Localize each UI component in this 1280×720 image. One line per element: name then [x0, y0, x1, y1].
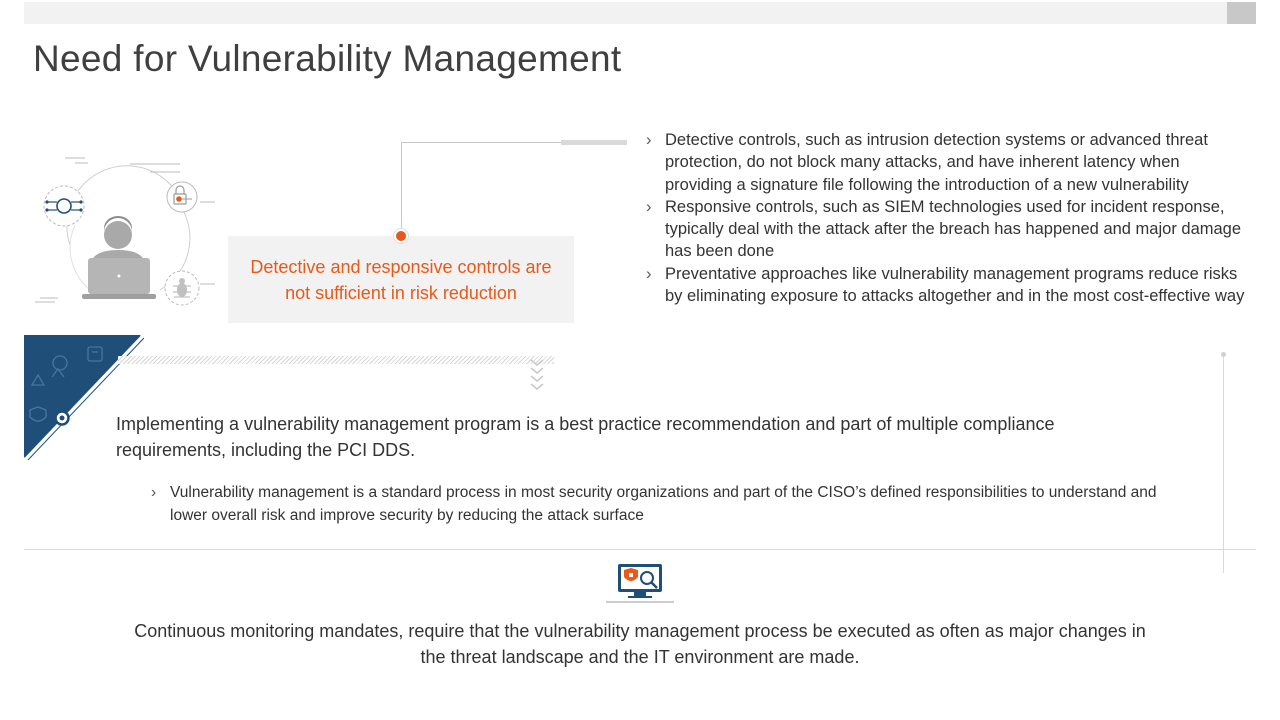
- vertical-guide-dot: [1221, 352, 1226, 357]
- chevron-right-icon: ›: [151, 484, 157, 501]
- vertical-guide-line: [1223, 355, 1224, 573]
- top-bar: [24, 2, 1256, 24]
- sub-bullet-item: [151, 481, 1170, 527]
- compliance-statement: Implementing a vulnerability management program is a best practice recommendation and part of multiple compliance requirements, including the PCI DDS.: [116, 414, 1055, 460]
- sub-bullet-text: Vulnerability management is a standard process in most security organizations and part of the CISO’s defined responsibilities to understand and lower overall risk and improve security by reducing the attack surface: [170, 484, 1157, 524]
- bullet-item: [646, 196, 1246, 263]
- right-bullet-list: [646, 129, 1246, 307]
- chevron-right-icon: ›: [646, 131, 652, 149]
- hatched-divider: [118, 356, 554, 364]
- chevron-right-icon: ›: [646, 197, 652, 216]
- callout-box: [228, 236, 574, 323]
- monitor-shield-search-icon: [604, 562, 676, 604]
- bullet-text: Detective controls, such as intrusion detection systems or advanced threat protection, do not block many attacks, and have inherent latency when providing a signature file following the introduction of a new vulnerability: [665, 131, 1208, 194]
- hacker-at-laptop-icon: [30, 150, 230, 310]
- bullet-item: [646, 263, 1246, 308]
- section-divider: [24, 549, 1256, 550]
- connector-bar: [561, 140, 627, 145]
- bullet-text: Responsive controls, such as SIEM technologies used for incident response, typically deal with the attack after the breach has happened and major damage has been done: [665, 197, 1242, 261]
- top-bar-square: [1227, 2, 1256, 24]
- callout-text: Detective and responsive controls are not sufficient in risk reduction: [250, 256, 552, 303]
- bullet-item: [646, 129, 1246, 196]
- chevron-down-icon: [529, 356, 545, 392]
- bullet-text: Preventative approaches like vulnerability management programs reduce risks by eliminating exposure to attacks altogether and in the most cost-effective way: [665, 264, 1245, 306]
- connector-line-horizontal: [401, 142, 562, 143]
- connector-line-vertical: [401, 143, 402, 235]
- monitoring-statement: Continuous monitoring mandates, require that the vulnerability management process be executed as often as major changes in the threat landscape and the IT environment are made.: [134, 621, 1146, 667]
- connector-dot: [394, 229, 408, 243]
- slide-title: Need for Vulnerability Management: [33, 38, 622, 79]
- chevron-right-icon: ›: [646, 264, 652, 283]
